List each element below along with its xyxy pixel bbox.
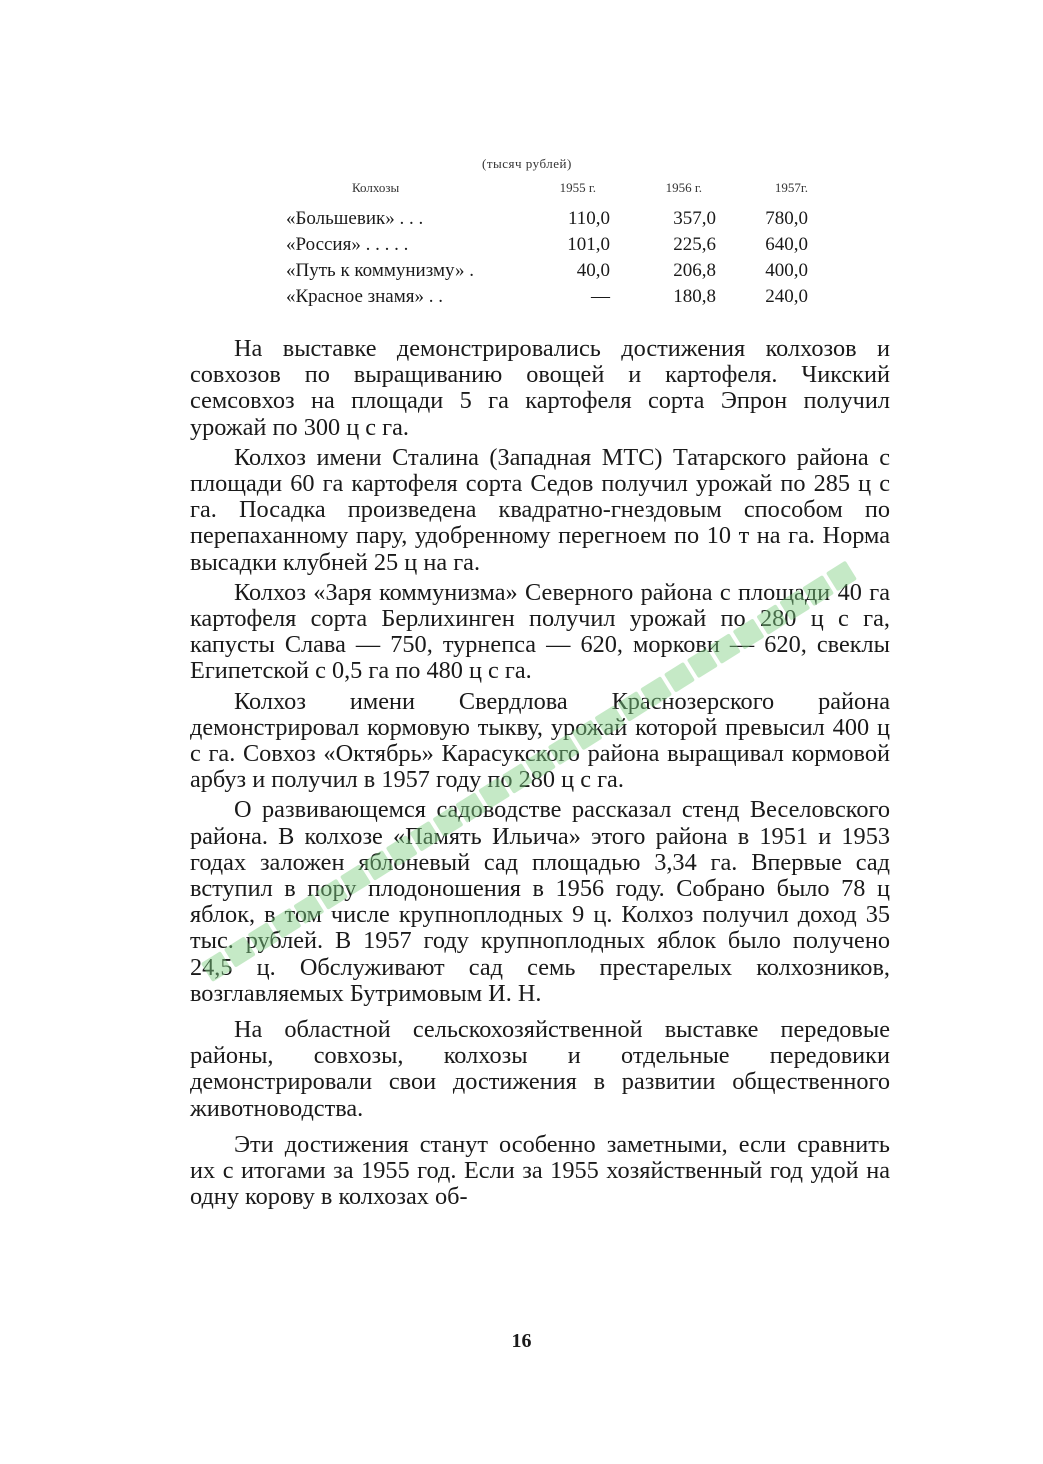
farm-name: «Красное знамя» . . xyxy=(286,286,443,307)
value-1956: 357,0 xyxy=(673,208,716,229)
value-1955: 101,0 xyxy=(567,234,610,255)
header-1956: 1956 г. xyxy=(665,180,702,195)
header-1955: 1955 г. xyxy=(559,180,596,195)
value-1955: — xyxy=(591,286,610,307)
table-row xyxy=(286,206,808,232)
table-row xyxy=(286,232,808,258)
paragraph-vegetables: На выставке демонстрировались достижения колхозов и совхозов по выращиванию овощей и картофеля. Чикский семсовхоз на площади 5 га картофеля сорта Эпрон получил урожай по 300 ц с га. xyxy=(190,335,890,441)
paragraph-stalin-farm: Колхоз имени Сталина (Западная МТС) Татарского района с площади 60 га картофеля сорта Седов получил урожай по 285 ц с га. Посадка произведена квадратно-гнездовым способом по перепаханному пару, удобренному перегноем по 10 т на га. Норма высадки клубней 25 ц на га. xyxy=(190,443,890,576)
table-units-caption: (тысяч рублей) xyxy=(482,156,572,171)
table-header-row xyxy=(286,180,808,206)
paragraph-sverdlov-farm: Колхоз имени Свердлова Краснозерского района демонстрировал кормовую тыкву, урожай которой превысил 400 ц с га. Совхоз «Октябрь» Карасукского района выращивал кормовой арбуз и получил в 1957 году по 280 ц с га. xyxy=(190,687,890,794)
paragraph-zarya-farm: Колхоз «Заря коммунизма» Северного района с площади 40 га картофеля сорта Берлихинген получил урожай по 280 ц с га, капусты Слава — 750, турнепса — 620, моркови — 620, свеклы Египетской с 0,5 га по 480 ц с га. xyxy=(190,578,890,685)
value-1956: 180,8 xyxy=(673,286,716,307)
farm-name: «Россия» . . . . . xyxy=(286,234,409,255)
value-1957: 640,0 xyxy=(765,234,808,255)
value-1956: 206,8 xyxy=(673,260,716,281)
value-1955: 110,0 xyxy=(567,208,610,229)
table-row xyxy=(286,284,808,310)
paragraph-gardening: О развивающемся садоводстве рассказал стенд Веселовского района. В колхозе «Память Ильича» этого района в 1951 и 1953 годах заложен яблоневый сад площадью 3,34 га. Впервые сад вступил в пору плодоношения в 1956 году. Собрано было 78 ц яблок, в том числе крупноплодных 9 ц. Колхоз получил доход 35 тыс. рублей. В 1957 году крупноплодных яблок было получено 24,5 ц. Обслуживают сад семь престарелых колхозников, возглавляемых Бутримовым И. Н. xyxy=(190,796,890,1007)
value-1955: 40,0 xyxy=(576,260,610,281)
value-1956: 225,6 xyxy=(673,234,716,255)
paragraph-comparison: Эти достижения станут особенно заметными, если сравнить их с итогами за 1955 год. Если за 1955 хозяйственный год удой на одну корову в колхозах об- xyxy=(190,1130,890,1211)
collective-farm-income-table xyxy=(286,180,808,310)
farm-name: «Большевик» . . . xyxy=(286,208,424,229)
page-number: 16 xyxy=(511,1330,532,1352)
paragraph-livestock: На областной сельскохозяйственной выставке передовые районы, совхозы, колхозы и отдельные передовики демонстрировали свои достижения в развитии общественного животноводства. xyxy=(190,1016,890,1122)
farm-name: «Путь к коммунизму» . xyxy=(286,260,474,281)
value-1957: 240,0 xyxy=(765,286,808,307)
value-1957: 780,0 xyxy=(765,208,808,229)
body-text xyxy=(190,336,890,1215)
header-1957: 1957г. xyxy=(774,180,808,195)
header-farms: Колхозы xyxy=(352,180,400,195)
table-row xyxy=(286,258,808,284)
value-1957: 400,0 xyxy=(765,260,808,281)
